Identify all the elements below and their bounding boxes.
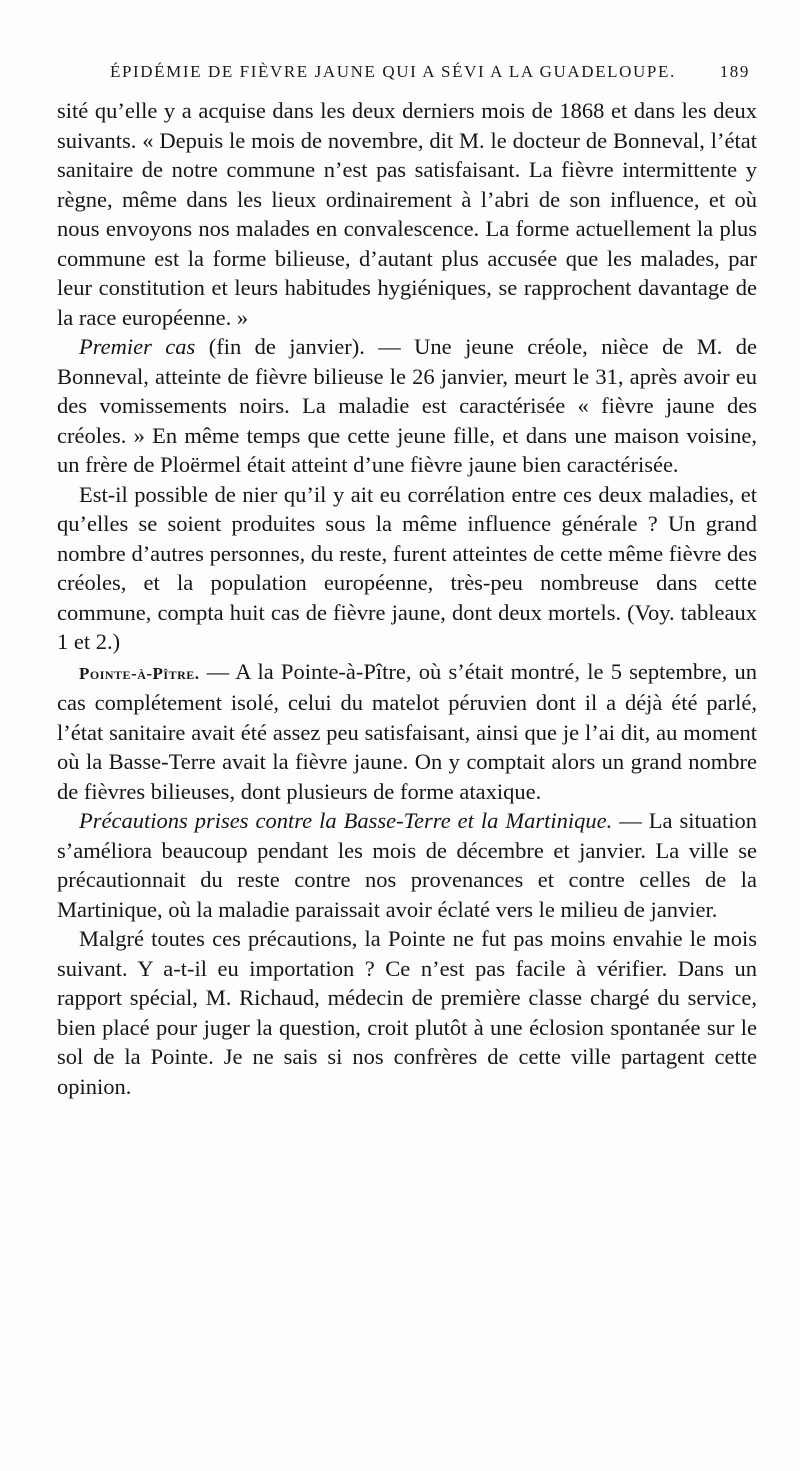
paragraph-pointe-a-pitre <box>57 657 757 807</box>
paragraph-correlation <box>57 480 757 657</box>
paragraph-text: (fin de janvier). — Une jeune créole, nièce de M. de Bonneval, atteinte de fièvre bilieuse le 26 janvier, meurt le 31, après avoir eu des vomissements noirs. La maladie est caractérisée « fièvre jaune des créoles. » En même temps que cette jeune fille, et dans une maison voisine, un frère de Ploërmel était atteint d’une fièvre jaune bien caractérisée. <box>57 334 758 477</box>
paragraph-text: — La situation s’améliora beaucoup pendant les mois de décembre et janvier. La ville se précautionnait du reste contre nos provenances et contre celles de la Martinique, où la maladie paraissait avoir éclaté vers le milieu de janvier. <box>57 808 757 922</box>
paragraph-text: Est-il possible de nier qu’il y ait eu corrélation entre ces deux maladies, et qu’elles se soient produites sous la même influence générale ? Un grand nombre d’autres personnes, du reste, furent atteintes de cette même fièvre des créoles, et la population européenne, très-peu nombreuse dans cette commune, compta huit cas de fièvre jaune, dont deux mortels. (Voy. tableaux 1 et 2.) <box>57 481 757 654</box>
paragraph-premier-cas <box>57 332 757 480</box>
section-lead-italic: Précautions prises contre la Basse-Terre et la Martinique. <box>79 808 613 833</box>
paragraph-text: — A la Pointe-à-Pître, où s’était montré, le 5 septembre, un cas complétement isolé, celui du matelot péruvien dont il a déjà été parlé, l’état sanitaire avait été assez peu satisfaisant, ainsi que je l’ai dit, au moment où la Basse-Terre avait la fièvre jaune. On y comptait alors un grand nombre de fièvres bilieuses, dont plusieurs de forme ataxique. <box>57 658 757 804</box>
paragraph-precautions <box>57 806 757 924</box>
body-text <box>57 96 757 1101</box>
section-lead-italic: Premier cas <box>79 334 196 359</box>
paragraph-text: Malgré toutes ces précautions, la Pointe ne fut pas moins envahie le mois suivant. Y a-t-il eu importation ? Ce n’est pas facile à vérifier. Dans un rapport spécial, M. Richaud, médecin de première classe chargé du service, bien placé pour juger la question, croit plutôt à une éclosion spontanée sur le sol de la Pointe. Je ne sais si nos confrères de cette ville partagent cette opinion. <box>57 926 757 1099</box>
paragraph-text: sité qu’elle y a acquise dans les deux derniers mois de 1868 et dans les deux suivants. « Depuis le mois de novembre, dit M. le docteur de Bonneval, l’état sanitaire de notre commune n’est pas satisfaisant. La fièvre intermittente y règne, même dans les lieux ordinairement à l’abri de son influence, et où nous envoyons nos malades en convalescence. La forme actuellement la plus commune est la forme bilieuse, d’autant plus accusée que les malades, par leur constitution et leurs habitudes hygiéniques, se rapprochent davantage de la race européenne. » <box>57 98 757 330</box>
page-header <box>110 62 750 92</box>
page-number: 189 <box>719 62 750 81</box>
paragraph-malgre <box>57 924 757 1101</box>
paragraph-continuation <box>57 96 757 332</box>
running-title: ÉPIDÉMIE DE FIÈVRE JAUNE QUI A SÉVI A LA GUADELOUPE. <box>110 62 676 81</box>
section-lead-smallcaps: Pointe-à-Pître. <box>79 663 200 683</box>
